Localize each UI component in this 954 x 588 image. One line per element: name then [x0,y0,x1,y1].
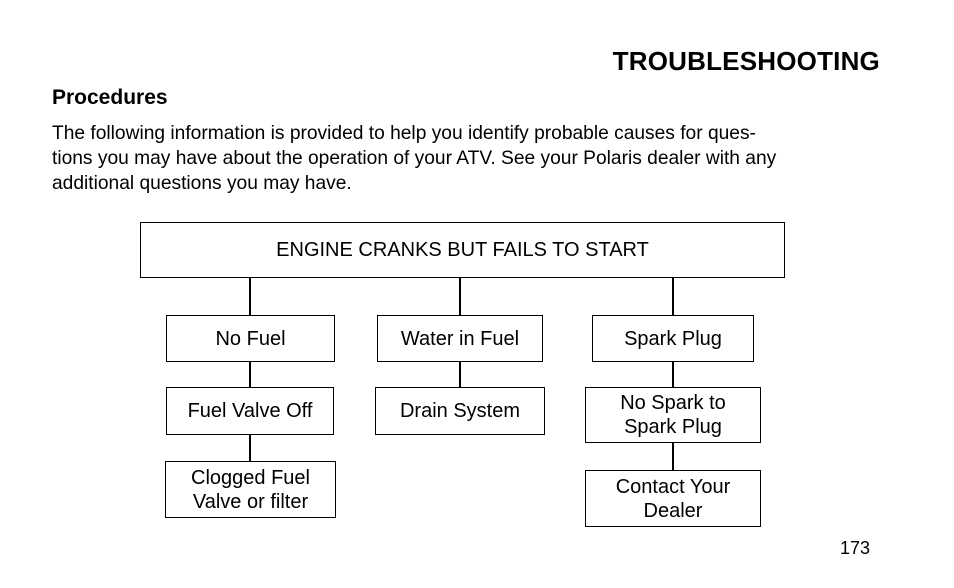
connector-root-water [459,277,461,316]
intro-line-2: tions you may have about the operation of your ATV. See your Polaris dealer with any [52,148,777,169]
step-label-no-spark: No Spark to Spark Plug [620,392,726,438]
step-label-contact-dealer: Contact Your Dealer [615,475,731,522]
step-box-fuel-valve-off [166,387,334,435]
section-title: TROUBLESHOOTING [612,46,880,76]
cause-label-spark-plug: Spark Plug [624,327,722,350]
step-box-drain-system [375,387,545,435]
connector-valve-clogged [249,434,251,462]
root-box [140,222,785,278]
intro-line-1: The following information is provided to help you identify probable causes for ques- [52,123,756,144]
step-label-clogged-fuel: Clogged Fuel Valve or filter [191,466,310,513]
step-box-contact-dealer [585,470,761,527]
cause-box-water-in-fuel [377,315,543,362]
step-box-no-spark [585,387,761,443]
connector-root-no-fuel [249,277,251,316]
connector-nospark-dealer [672,442,674,471]
cause-label-no-fuel: No Fuel [215,327,286,350]
root-label: ENGINE CRANKS BUT FAILS TO START [276,239,649,261]
connector-root-spark [672,277,674,316]
intro-line-3: additional questions you may have. [52,173,352,194]
step-label-fuel-valve-off: Fuel Valve Off [187,400,313,422]
cause-box-no-fuel [166,315,335,362]
connector-no-fuel-valve [249,360,251,388]
intro-paragraph [52,121,884,196]
connector-water-drain [459,360,461,388]
step-label-drain-system: Drain System [399,400,521,422]
connector-spark-nospark [672,360,674,388]
cause-box-spark-plug [592,315,754,362]
page-number: 173 [840,538,871,558]
cause-label-water-in-fuel: Water in Fuel [400,327,520,350]
step-box-clogged-fuel [165,461,336,518]
procedures-heading: Procedures [52,86,168,109]
